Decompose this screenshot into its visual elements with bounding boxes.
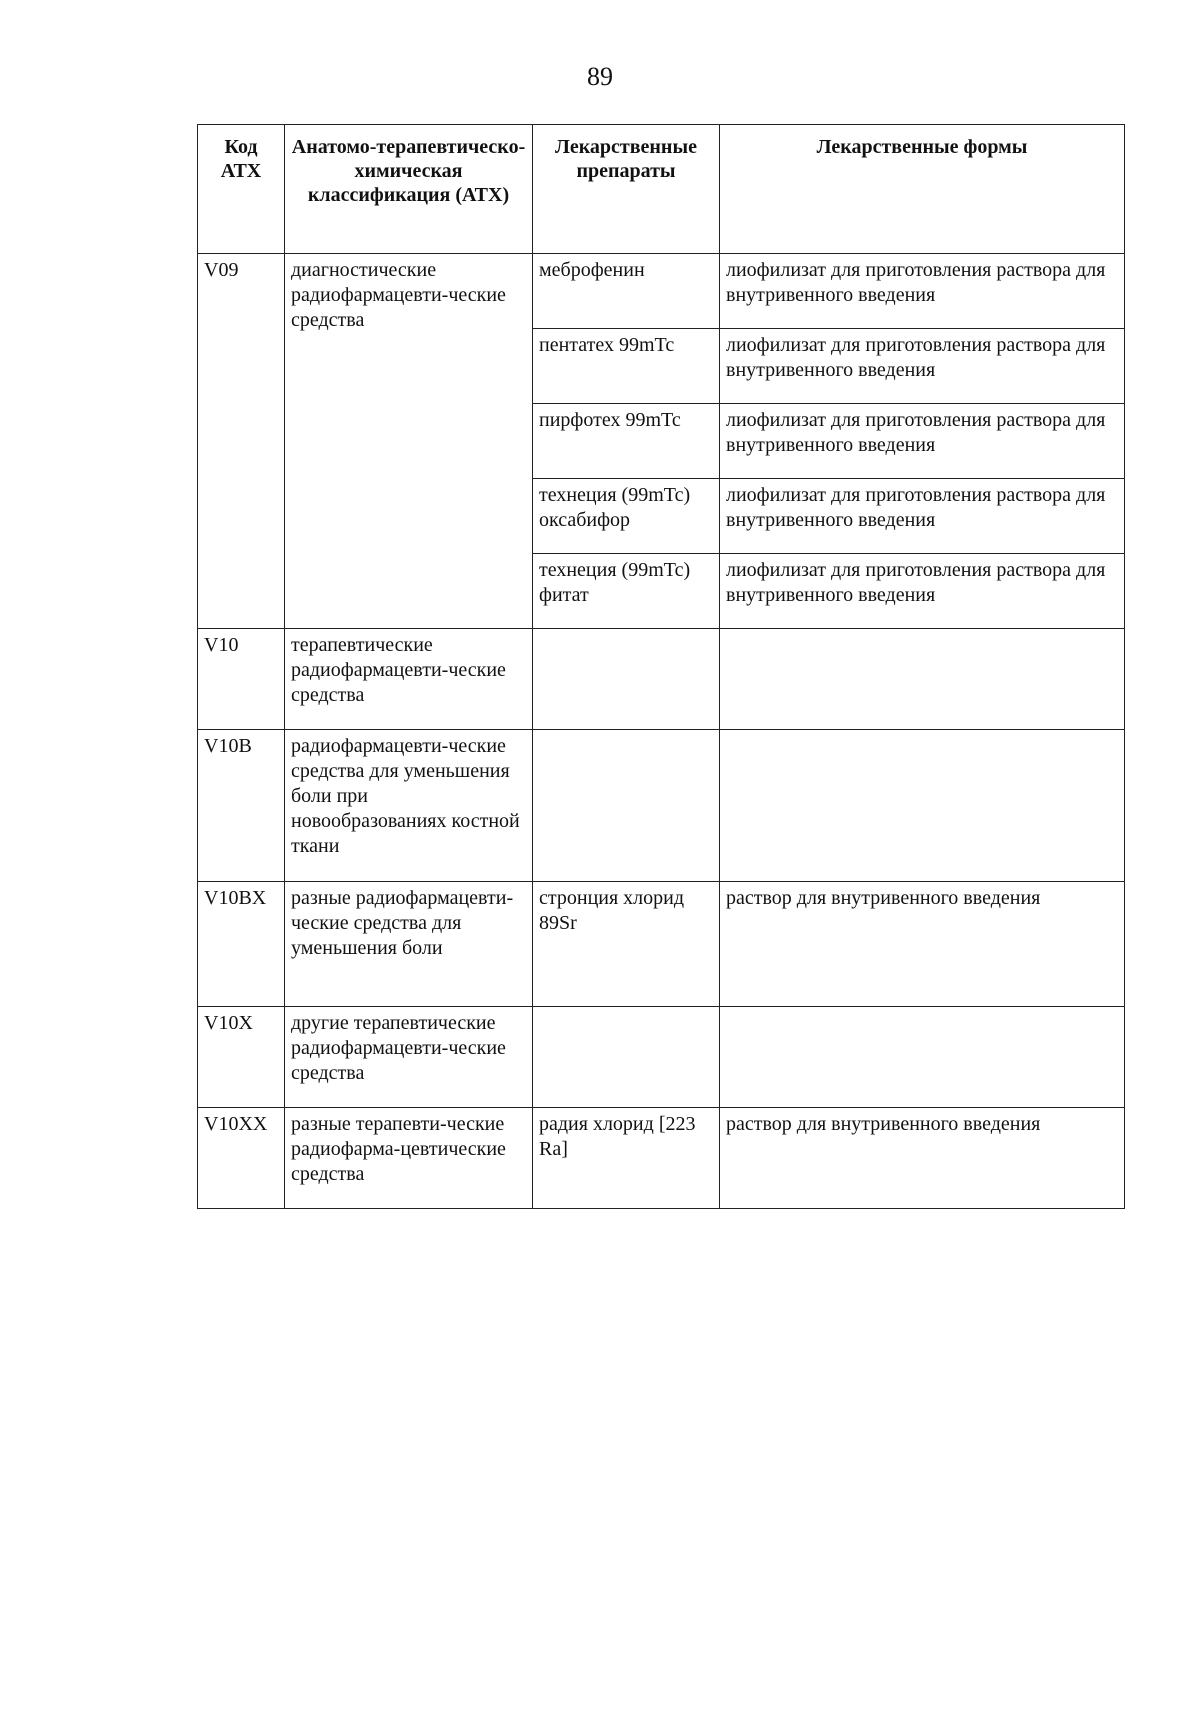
drug-name: пирфотех 99mTc: [533, 404, 720, 479]
drug-name: [533, 1007, 720, 1108]
dosage-form: раствор для внутривенного введения: [720, 882, 1125, 1007]
atx-classification: разные радиофармацевти-ческие средства для уменьшения боли: [285, 882, 533, 1007]
page-number: 89: [587, 62, 613, 91]
table-row: [198, 882, 1125, 1007]
drug-name: [533, 629, 720, 730]
atx-classification: другие терапевтические радиофармацевти-ческие средства: [285, 1007, 533, 1108]
table-row: [198, 1108, 1125, 1209]
dosage-form: [720, 730, 1125, 882]
header-classification: Анатомо-терапевтическо-химическая классификация (АТХ): [285, 125, 533, 254]
atx-code: V10XX: [198, 1108, 285, 1209]
dosage-form: лиофилизат для приготовления раствора для внутривенного введения: [720, 404, 1125, 479]
drug-name: технеция (99mTc) фитат: [533, 554, 720, 629]
drug-name: технеция (99mTc) оксабифор: [533, 479, 720, 554]
dosage-form: лиофилизат для приготовления раствора для внутривенного введения: [720, 479, 1125, 554]
atx-code: V10B: [198, 730, 285, 882]
header-drugs: Лекарственные препараты: [533, 125, 720, 254]
atx-classification: диагностические радиофармацевти-ческие средства: [285, 254, 533, 629]
atx-code: V10: [198, 629, 285, 730]
drug-name: радия хлорид [223 Ra]: [533, 1108, 720, 1209]
drug-name: пентатех 99mTc: [533, 329, 720, 404]
dosage-form: раствор для внутривенного введения: [720, 1108, 1125, 1209]
dosage-form: лиофилизат для приготовления раствора для внутривенного введения: [720, 329, 1125, 404]
atx-classification: радиофармацевти-ческие средства для уменьшения боли при новообразованиях костной ткани: [285, 730, 533, 882]
atx-code: V10BX: [198, 882, 285, 1007]
table-row: [198, 254, 1125, 329]
dosage-form: лиофилизат для приготовления раствора для внутривенного введения: [720, 254, 1125, 329]
table-row: [198, 1007, 1125, 1108]
table-row: [198, 629, 1125, 730]
dosage-form: лиофилизат для приготовления раствора для внутривенного введения: [720, 554, 1125, 629]
drug-name: стронция хлорид 89Sr: [533, 882, 720, 1007]
drug-name: [533, 730, 720, 882]
atx-classification: терапевтические радиофармацевти-ческие средства: [285, 629, 533, 730]
atx-code: V09: [198, 254, 285, 629]
header-forms: Лекарственные формы: [720, 125, 1125, 254]
dosage-form: [720, 1007, 1125, 1108]
table-header-row: [198, 125, 1125, 254]
atx-code: V10X: [198, 1007, 285, 1108]
atx-table: [197, 124, 1125, 1209]
atx-classification: разные терапевти-ческие радиофарма-цевтические средства: [285, 1108, 533, 1209]
dosage-form: [720, 629, 1125, 730]
header-code: Код АТХ: [198, 125, 285, 254]
table-row: [198, 730, 1125, 882]
drug-name: меброфенин: [533, 254, 720, 329]
